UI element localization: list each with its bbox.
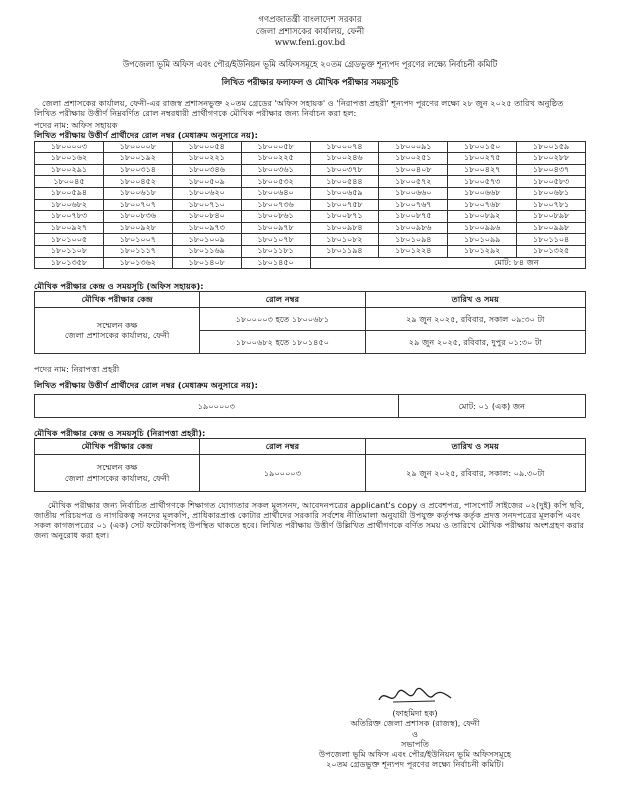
post2-rolls-table xyxy=(34,394,586,418)
roll-cell: ১৮০১১৮১ xyxy=(241,245,310,257)
roll-cell: ১৮০১৪৫০ xyxy=(241,257,310,269)
roll-cell: ১৮০০৯২৮ xyxy=(103,222,172,234)
roll-cell: ১৮০০৭০৭ xyxy=(103,199,172,211)
roll-cell: ১৮০০৯৯৬ xyxy=(448,222,517,234)
table-row xyxy=(35,164,586,176)
venue-cell xyxy=(35,307,200,353)
handwritten-signature xyxy=(375,686,455,708)
roll-cell: ১৮০১২৯২ xyxy=(448,245,517,257)
slot1-rolls: ১৮০০০০৩ হতে ১৮০০৬৮১ xyxy=(200,307,365,330)
total-count: মোট: ৮৪ জন xyxy=(448,257,586,269)
notice-title: লিখিত পরীক্ষার ফলাফল ও মৌখিক পরীক্ষার সময়সূচি xyxy=(221,77,399,88)
roll-cell: ১৮০০০৫৪ xyxy=(172,141,241,153)
roll-cell: ১৮০০৬৪০ xyxy=(241,187,310,199)
roll-cell: ১৮০১০৯৪ xyxy=(379,234,448,246)
roll-cell: ১৮০০১৬২ xyxy=(35,153,104,165)
roll-cell: ১৮০১০৮২ xyxy=(310,234,379,246)
venue-line2: জেলা প্রশাসকের কার্যালয়, ফেনী xyxy=(64,472,170,483)
committee-name: উপজেলা ভূমি অফিস এবং পৌর/ইউনিয়ন ভূমি অফিসসমূহে ২০তম গ্রেডভুক্ত শূন্যপদ পূরণের লক্ষ্যে নির্বাচনী কমিটি xyxy=(122,58,498,69)
roll-cell: ১৮০১৩৬২ xyxy=(103,257,172,269)
instructions-paragraph: মৌখিক পরীক্ষার জন্য নির্বাচিত প্রার্থীগণকে শিক্ষাগত যোগ্যতার সকল মূলসনদ, আবেদনপত্রের applicant's copy ও প্রবেশপত্র, পাসপোর্ট সাইজের ০২(দুই) কপি ছবি, জাতীয় পরিচয়পত্র ও নাগরিকত্ব সনদের মূলকপি, প্রাধিকারপ্রাপ্ত কোটার প্রার্থীদের সরকারি সর্বশেষ নীতিমালা অনুযায়ী উপযুক্ত কর্তৃপক্ষ কর্তৃক প্রদত্ত সনদপত্রের মূলকপি এবং সকল কাগজপত্রের ০১ (এক) সেট ফটোকপিসহ উপস্থিত থাকতে হবে। লিখিত পরীক্ষায় উত্তীর্ণ উল্লিখিত প্রার্থীগণকে বর্ণিত সময় ও তারিখে মৌখিক পরীক্ষায় অংশগ্রহণ করার জন্য অনুরোধ করা হল। xyxy=(34,499,585,541)
roll-cell: ১৮০০১৫০ xyxy=(448,141,517,153)
post1-rolls-title: লিখিত পরীক্ষায় উত্তীর্ণ প্রার্থীদের রোল নম্বর (মেধাক্রম অনুসারে নয়): xyxy=(34,130,258,141)
roll-cell: ১৮০০২২৫ xyxy=(241,153,310,165)
letterhead xyxy=(34,15,586,49)
roll-cell: ১৮০০২৯১ xyxy=(35,164,104,176)
post1-schedule-title: মৌখিক পরীক্ষার কেন্দ্র ও সময়সূচি (অফিস সহায়ক): xyxy=(34,281,204,292)
roll-cell: ১৮০০৪২৭ xyxy=(448,164,517,176)
roll-cell: ১৮০০৯৭৩ xyxy=(172,222,241,234)
post2-slot-time: ২৯ জুন ২০২৫, রবিবার, সকাল: ০৯.৩০টা xyxy=(365,454,585,491)
website-url: www.feni.gov.bd xyxy=(274,38,346,49)
roll-cell: ১৮০০৯৯৮ xyxy=(517,222,586,234)
roll-cell: ১৮০১৩২৫ xyxy=(517,245,586,257)
roll-cell: ১৮০১১৯৪ xyxy=(310,245,379,257)
header-datetime: তারিখ ও সময় xyxy=(365,292,585,307)
venue-cell xyxy=(35,454,200,491)
roll-cell: ১৮০০৬২০ xyxy=(172,187,241,199)
roll-cell: ১৮০১০৭৮ xyxy=(241,234,310,246)
roll-cell: ১৮০০১৫৯ xyxy=(517,141,586,153)
post2-rolls-title: লিখিত পরীক্ষায় উত্তীর্ণ প্রার্থীদের রোল নম্বর (মেধাক্রম অনুসারে নয়): xyxy=(34,379,258,390)
roll-cell: ১৮০০৩৪৬ xyxy=(172,164,241,176)
signature-block xyxy=(290,686,540,770)
post2-slot-roll: ১৯০০০০৩ xyxy=(200,454,365,491)
table-row xyxy=(35,245,586,257)
roll-cell: ১৮০০৫৪৪ xyxy=(310,176,379,188)
header-datetime: তারিখ ও সময় xyxy=(365,439,585,454)
roll-cell: ১৮০০৪০৮ xyxy=(379,164,448,176)
roll-cell: ১৮০০৪৫ xyxy=(35,176,104,188)
roll-cell: ১৮০০৫৭৩ xyxy=(448,176,517,188)
roll-cell: ১৮০০৬৫৯ xyxy=(310,187,379,199)
roll-cell: ১৮০০৩৭৮ xyxy=(310,164,379,176)
roll-cell: ১৮০০৬৮২ xyxy=(35,199,104,211)
post2-roll: ১৯০০০০৩ xyxy=(35,395,399,418)
roll-cell: ১৮০০৩৬১ xyxy=(241,164,310,176)
roll-cell: ১৮০০১৯২ xyxy=(103,153,172,165)
slot2-time: ২৯ জুন ২০২৫, রবিবার, দুপুর ০১:৩০ টা xyxy=(365,330,585,353)
roll-cell: ১৮০০৬৮১ xyxy=(517,187,586,199)
header-roll: রোল নম্বর xyxy=(200,292,365,307)
signatory-role: সভাপতি xyxy=(401,738,429,749)
roll-cell: ১৮০১১১৭ xyxy=(103,245,172,257)
notice-page xyxy=(34,14,586,541)
roll-cell: ১৮০১০০৫ xyxy=(35,234,104,246)
roll-cell: ১৮০০৮৯২ xyxy=(448,211,517,223)
roll-cell: ১৮০০৭৮১ xyxy=(517,199,586,211)
roll-cell: ১৮০০৪৩৭ xyxy=(517,164,586,176)
roll-cell: ১৮০০৬৬৮ xyxy=(448,187,517,199)
post2-name: পদের নাম: নিরাপত্তা প্রহরী xyxy=(34,363,120,374)
roll-cell: ১৮০০০৯১ xyxy=(379,141,448,153)
govt-name: গণপ্রজাতন্ত্রী বাংলাদেশ সরকার xyxy=(258,15,362,25)
venue-line1: সম্মেলন কক্ষ xyxy=(96,462,138,473)
roll-cell: ১৮০০২৮৮ xyxy=(517,153,586,165)
roll-cell: ১৮০০৮৭১ xyxy=(310,211,379,223)
header-roll: রোল নম্বর xyxy=(200,439,365,454)
roll-cell: ১৮০০৭৬৭ xyxy=(379,199,448,211)
roll-cell: ১৮০০২৪৬ xyxy=(310,153,379,165)
venue-line2: জেলা প্রশাসকের কার্যালয়, ফেনী xyxy=(64,330,170,341)
roll-cell: ১৮০১১০৮ xyxy=(35,245,104,257)
header-venue: মৌখিক পরীক্ষার কেন্দ্র xyxy=(35,439,200,454)
roll-cell: ১৮০০৮৬১ xyxy=(241,211,310,223)
roll-cell: ১৮০১২২৪ xyxy=(379,245,448,257)
roll-cell xyxy=(310,257,448,269)
table-row xyxy=(35,222,586,234)
table-row xyxy=(35,199,586,211)
roll-cell: ১৮০০৮৪০ xyxy=(172,211,241,223)
slot1-time: ২৯ জুন ২০২৫, রবিবার, সকাল ০৯:৩০ টা xyxy=(365,307,585,330)
signatory-name: (ফাহমিদা হক) xyxy=(392,708,438,718)
office-name: জেলা প্রশাসকের কার্যালয়, ফেনী xyxy=(255,26,365,37)
post1-name: পদের নাম: অফিস সহায়ক xyxy=(34,120,118,131)
roll-cell: ১৮০০৩১৪ xyxy=(103,164,172,176)
roll-cell: ১৮০০২৭৫ xyxy=(448,153,517,165)
roll-cell: ১৮০১৩৫৮ xyxy=(35,257,104,269)
roll-cell: ১৮০০৮৯৮ xyxy=(517,211,586,223)
post2-schedule-title: মৌখিক পরীক্ষার কেন্দ্র ও সময়সূচি (নিরাপত্তা প্রহরী): xyxy=(34,428,206,439)
roll-cell: ১৮০০৪৫২ xyxy=(103,176,172,188)
roll-cell: ১৮০০৭১০ xyxy=(172,199,241,211)
roll-cell: ১৮০০৬৬০ xyxy=(379,187,448,199)
roll-cell: ১৮০০৯২৭ xyxy=(35,222,104,234)
roll-cell: ১৮০০৫৩২ xyxy=(241,176,310,188)
table-row xyxy=(35,257,586,269)
roll-cell: ১৮০০৮৩৬ xyxy=(103,211,172,223)
roll-cell: ১৮০০৭৩৬ xyxy=(241,199,310,211)
roll-cell: ১৮০০৫০৯ xyxy=(172,176,241,188)
roll-cell: ১৮০১১০৪ xyxy=(517,234,586,246)
post1-schedule-table xyxy=(34,291,586,353)
post2-schedule-table xyxy=(34,438,586,491)
roll-cell: ১৮০১৪০৮ xyxy=(172,257,241,269)
header-venue: মৌখিক পরীক্ষার কেন্দ্র xyxy=(35,292,200,307)
roll-cell: ১৮০০৭৫৮ xyxy=(310,199,379,211)
roll-cell: ১৮০০২৫১ xyxy=(379,153,448,165)
roll-cell: ১৮০০৮৭৫ xyxy=(379,211,448,223)
roll-cell: ১৮০১০০৯ xyxy=(172,234,241,246)
roll-cell: ১৮০০৫৮৩ xyxy=(517,176,586,188)
roll-cell: ১৮০১০০৭ xyxy=(103,234,172,246)
post1-rolls-table xyxy=(34,141,586,270)
roll-cell: ১৮০০০০৮ xyxy=(103,141,172,153)
roll-cell: ১৮০০৯৮৬ xyxy=(379,222,448,234)
table-row xyxy=(35,234,586,246)
roll-cell: ১৮০০৫৯৪ xyxy=(35,187,104,199)
intro-paragraph: জেলা প্রশাসকের কার্যালয়, ফেনী-এর রাজস্ব প্রশাসনভুক্ত ২০তম গ্রেডের 'অফিস সহায়ক' ও 'নিরাপত্তা প্রহরী' শূন্যপদ পূরণের লক্ষ্যে ২৮ জুন ২০২৫ তারিখ অনুষ্ঠিত লিখিত পরীক্ষায় উত্তীর্ণ নিম্নবর্ণিত রোল নম্বরধারী প্রার্থীগণকে মৌখিক পরীক্ষার জন্য নির্বাচন করা হল: xyxy=(34,97,564,118)
committee-line1: উপজেলা ভূমি অফিস এবং পৌর/ইউনিয়ন ভূমি অফিসসমূহে xyxy=(318,749,512,759)
roll-cell: ১৮০১০৯৯ xyxy=(448,234,517,246)
roll-cell: ১৮০০০৫৮ xyxy=(241,141,310,153)
roll-cell: ১৮০০৫৭২ xyxy=(379,176,448,188)
roll-cell: ১৮০০০০৩ xyxy=(35,141,104,153)
venue-line1: সম্মেলন কক্ষ xyxy=(96,319,138,330)
table-row xyxy=(35,211,586,223)
table-row xyxy=(35,187,586,199)
signature-and: ও xyxy=(411,728,419,739)
roll-cell: ১৮০০২২১ xyxy=(172,153,241,165)
roll-cell: ১৮০১১৬৯ xyxy=(172,245,241,257)
post2-total: মোট: ০১ (এক) জন xyxy=(398,395,585,418)
roll-cell: ১৮০০০৭৪ xyxy=(310,141,379,153)
slot2-rolls: ১৮০০৬৮২ হতে ১৮০১৪৫০ xyxy=(200,330,365,353)
table-row xyxy=(35,153,586,165)
table-row xyxy=(35,141,586,153)
table-row xyxy=(35,176,586,188)
roll-cell: ১৮০০৯৮৪ xyxy=(310,222,379,234)
roll-cell: ১৮০০৯৭৮ xyxy=(241,222,310,234)
roll-cell: ১৮০০৭৬৮ xyxy=(448,199,517,211)
roll-cell: ১৮০০৬১৮ xyxy=(103,187,172,199)
roll-cell: ১৮০০৭৮৩ xyxy=(35,211,104,223)
committee-line2: ২০তম গ্রেডভুক্ত শূন্যপদ পূরণের লক্ষ্যে নির্বাচনী কমিটি। xyxy=(326,759,504,770)
signatory-designation: অতিরিক্ত জেলা প্রশাসক (রাজস্ব), ফেনী xyxy=(350,718,480,729)
